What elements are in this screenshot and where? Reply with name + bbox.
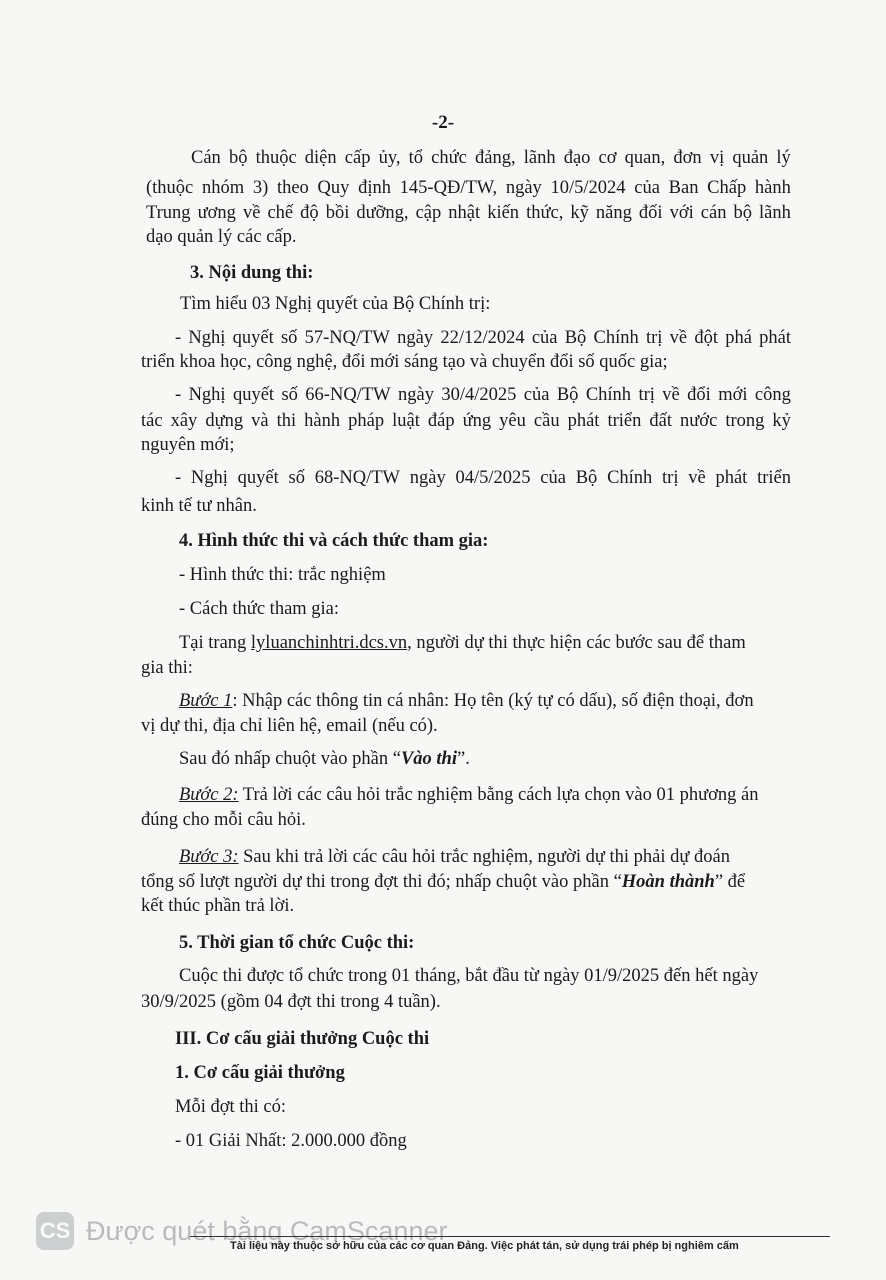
finish-term: Hoàn thành — [621, 872, 715, 892]
word: cấp — [344, 148, 371, 168]
footer-note: Tài liệu này thuộc sở hữu của các cơ quan Đảng. Việc phát tán, sử dụng trái phép bị nghiêm cấm — [230, 1240, 739, 1252]
step-2-line-2: đúng cho mỗi câu hỏi. — [141, 810, 306, 830]
word: năng — [595, 203, 632, 223]
word: số — [288, 468, 305, 488]
word: cán — [700, 203, 727, 223]
camscanner-logo-icon: CS — [36, 1212, 74, 1250]
word: trị — [638, 385, 655, 405]
word: Nghị — [190, 468, 228, 488]
resolution-66-line-3: nguyên mới; — [141, 435, 235, 455]
word: bồi — [325, 203, 350, 223]
word: của — [540, 468, 566, 488]
word: ngày — [409, 468, 446, 488]
resolution-57-line-1 — [175, 326, 791, 350]
word: chức — [431, 148, 467, 168]
word: hành — [754, 178, 791, 198]
section-3-heading: 3. Nội dung thi: — [190, 263, 314, 283]
word: đơn — [673, 148, 702, 168]
word: chế — [267, 203, 294, 223]
section-5-line-2: 30/9/2025 (gồm 04 đợt thi trong 4 tuần). — [141, 992, 441, 1012]
section-3-lead: Tìm hiểu 03 Nghị quyết của Bộ Chính trị: — [180, 294, 491, 314]
word: về — [669, 328, 688, 348]
word: số — [281, 385, 298, 405]
word: cầu — [533, 411, 560, 431]
word: xây — [170, 411, 198, 431]
word: 3) — [252, 178, 269, 198]
word: quản — [732, 148, 769, 168]
word: định — [358, 178, 391, 198]
word: diện — [304, 148, 337, 168]
word: ương — [197, 203, 236, 223]
word: về — [242, 203, 261, 223]
word: luật — [392, 411, 420, 431]
word: tổ — [408, 148, 424, 168]
word: dưỡng, — [356, 203, 409, 223]
step-3-l2-after: ” để — [714, 872, 746, 892]
word: Chính — [585, 385, 632, 405]
word: nhật — [448, 203, 481, 223]
exam-form: - Hình thức thi: trắc nghiệm — [179, 565, 386, 585]
word: đổi — [687, 385, 711, 405]
word: Bộ — [564, 328, 587, 348]
word: triển — [757, 468, 791, 488]
word: cơ — [598, 148, 617, 168]
click-after: ”. — [457, 749, 470, 769]
word: quyết — [232, 385, 275, 405]
step-2-label: Bước 2: — [179, 785, 239, 805]
word: quan, — [624, 148, 666, 168]
word: quyết — [232, 328, 274, 348]
word: của — [634, 178, 660, 198]
word: Cán — [191, 148, 221, 168]
word: theo — [276, 178, 309, 198]
word: lãnh — [523, 148, 556, 168]
word: 66-NQ/TW — [305, 385, 391, 405]
word: 145-QĐ/TW, — [399, 178, 498, 198]
section-iii-subheading: 1. Cơ cấu giải thưởng — [175, 1063, 345, 1083]
word: và — [251, 411, 269, 431]
word: công — [754, 385, 791, 405]
word: với — [669, 203, 694, 223]
step-3-line-1 — [179, 845, 730, 869]
word: Chính — [607, 468, 653, 488]
word: trong — [725, 411, 765, 431]
word: yêu — [499, 411, 526, 431]
word: quyết — [237, 468, 279, 488]
word: đất — [649, 411, 672, 431]
word: 10/5/2024 — [550, 178, 626, 198]
word: lãnh — [759, 203, 791, 223]
step-2-text: Trả lời các câu hỏi trắc nghiệm bằng cách lựa chọn vào 01 phương án — [238, 785, 759, 805]
resolution-66-line-1 — [175, 383, 791, 407]
word: pháp — [348, 411, 385, 431]
word: ủy, — [378, 148, 401, 168]
word: nhóm — [201, 178, 245, 198]
participation-method: - Cách thức tham gia: — [179, 599, 340, 619]
word: thức, — [526, 203, 564, 223]
word: đột — [694, 328, 718, 348]
word: của — [531, 328, 558, 348]
word: - — [175, 468, 182, 488]
click-enter-exam — [179, 747, 470, 771]
word: phát — [759, 328, 791, 348]
word: đáp — [427, 411, 455, 431]
word: - — [175, 385, 182, 405]
word: 57-NQ/TW — [304, 328, 390, 348]
word: ứng — [462, 411, 492, 431]
word: kiến — [487, 203, 520, 223]
word: 30/4/2025 — [441, 385, 517, 405]
word: phát — [715, 468, 748, 488]
site-line-2: gia thi: — [141, 658, 193, 678]
watermark-text: Được quét bằng CamScanner — [86, 1215, 448, 1246]
word: ngày — [397, 328, 434, 348]
word: thi — [276, 411, 297, 431]
word: Nghị — [188, 328, 226, 348]
first-prize: - 01 Giải Nhất: 2.000.000 đồng — [175, 1131, 407, 1151]
resolution-66-line-2 — [141, 409, 791, 433]
step-1-text: : Nhập các thông tin cá nhân: Họ tên (ký tự có dấu), số điện thoại, đơn — [232, 691, 754, 711]
section-5-line-1: Cuộc thi được tổ chức trong 01 tháng, bắt đầu từ ngày 01/9/2025 đến hết ngày — [179, 966, 759, 986]
word: (thuộc — [146, 178, 194, 198]
word: Nghị — [188, 385, 226, 405]
site-before-text: Tại trang — [179, 633, 247, 653]
word: hành — [304, 411, 341, 431]
word: số — [280, 328, 298, 348]
intro-line-3 — [146, 201, 791, 225]
site-after-text: , người dự thi thực hiện các bước sau để tham — [407, 633, 746, 653]
resolution-68-line-2: kinh tế tư nhân. — [141, 496, 257, 516]
word: độ — [300, 203, 319, 223]
word: triển — [607, 411, 642, 431]
intro-line-4: dạo quản lý các cấp. — [146, 227, 297, 247]
word: vị — [709, 148, 725, 168]
step-1-label: Bước 1 — [179, 691, 233, 711]
word: - — [175, 328, 182, 348]
word: về — [688, 468, 706, 488]
word: Ban — [668, 178, 699, 198]
word: đạo — [563, 148, 591, 168]
word: 22/12/2024 — [440, 328, 525, 348]
step-1-line-2: vị dự thi, địa chỉ liên hệ, email (nếu có). — [141, 716, 438, 736]
resolution-57-line-2: triển khoa học, công nghệ, đổi mới sáng tạo và chuyển đổi số quốc gia; — [141, 352, 668, 372]
section-5-heading: 5. Thời gian tổ chức Cuộc thi: — [179, 933, 415, 953]
word: về — [662, 385, 680, 405]
word: phát — [567, 411, 600, 431]
site-link[interactable]: lyluanchinhtri.dcs.vn — [250, 633, 408, 653]
step-3-text: Sau khi trả lời các câu hỏi trắc nghiệm, người dự thi phải dự đoán — [238, 847, 730, 867]
word: trị — [662, 468, 679, 488]
footer-divider — [190, 1236, 830, 1237]
step-3-label: Bước 3: — [179, 847, 239, 867]
word: Chính — [593, 328, 639, 348]
word: đảng, — [475, 148, 516, 168]
word: phá — [725, 328, 752, 348]
word: đối — [638, 203, 663, 223]
word: cập — [415, 203, 442, 223]
each-round: Mỗi đợt thi có: — [175, 1097, 287, 1117]
word: mới — [718, 385, 748, 405]
word: Trung — [146, 203, 191, 223]
word: thuộc — [255, 148, 297, 168]
step-2-line-1 — [179, 783, 758, 807]
step-3-line-3: kết thúc phần trả lời. — [141, 896, 295, 916]
word: của — [523, 385, 550, 405]
resolution-68-line-1 — [175, 466, 791, 490]
word: Bộ — [575, 468, 598, 488]
word: Bộ — [556, 385, 579, 405]
word: dựng — [205, 411, 244, 431]
word: Quy — [317, 178, 350, 198]
click-before: Sau đó nhấp chuột vào phần “ — [179, 749, 401, 769]
word: trị — [645, 328, 663, 348]
word: kỷ — [772, 411, 791, 431]
word: 68-NQ/TW — [314, 468, 401, 488]
word: bộ — [733, 203, 753, 223]
intro-line-1 — [191, 146, 791, 170]
step-3-line-2 — [141, 870, 745, 894]
word: ngày — [505, 178, 542, 198]
word: Chấp — [707, 178, 747, 198]
page-number: -2- — [431, 112, 455, 133]
section-iii-heading: III. Cơ cấu giải thưởng Cuộc thi — [175, 1029, 430, 1049]
site-line-1 — [179, 631, 746, 655]
enter-exam-term: Vào thi — [400, 749, 457, 769]
section-4-heading: 4. Hình thức thi và cách thức tham gia: — [179, 531, 489, 551]
word: 04/5/2025 — [455, 468, 531, 488]
word: kỹ — [570, 203, 589, 223]
word: bộ — [228, 148, 248, 168]
step-3-l2-before: tổng số lượt người dự thi trong đợt thi đó; nhấp chuột vào phần “ — [141, 872, 622, 892]
word: lý — [776, 148, 791, 168]
step-1-line-1 — [179, 689, 754, 713]
word: nước — [680, 411, 718, 431]
intro-line-2 — [146, 176, 791, 200]
word: ngày — [397, 385, 434, 405]
word: tác — [141, 411, 163, 431]
